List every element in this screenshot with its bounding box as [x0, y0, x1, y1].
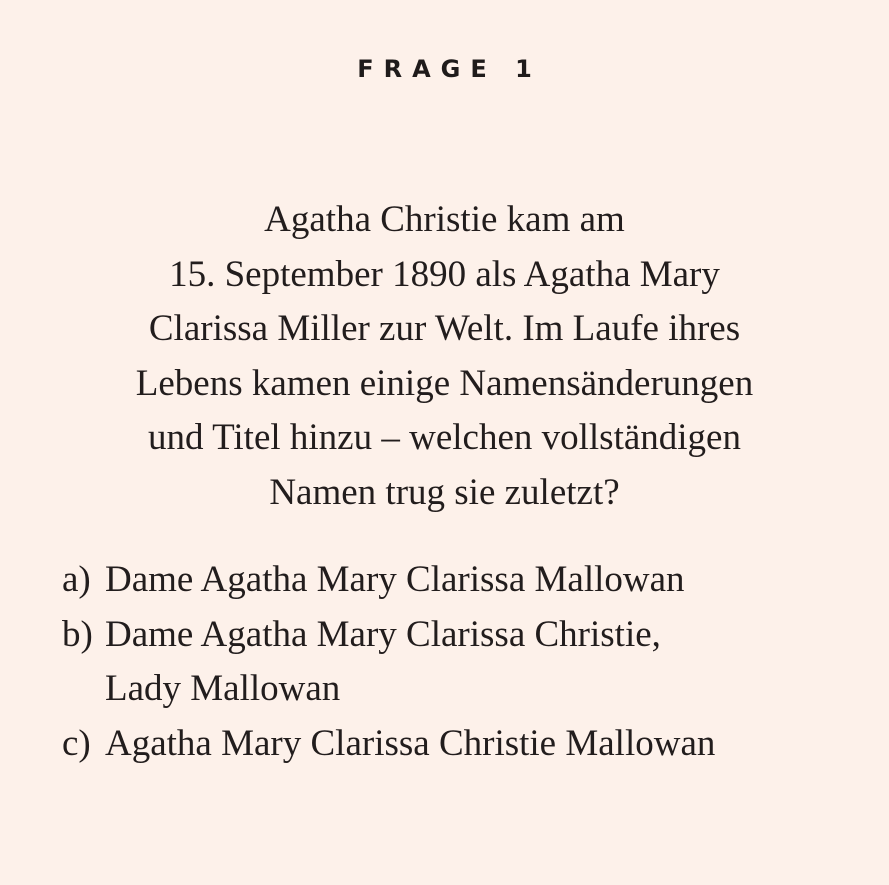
question-line: 15. September 1890 als Agatha Mary [169, 253, 720, 295]
answer-option-a [62, 553, 852, 608]
answer-marker: c) [62, 722, 91, 764]
question-line: und Titel hinzu – welchen vollständigen [148, 417, 741, 458]
question-line: Clarissa Miller zur Welt. Im Laufe ihres [148, 308, 741, 349]
answer-options [62, 553, 852, 771]
answer-option-b [62, 608, 852, 717]
question-heading: FRAGE 1 [357, 55, 542, 83]
answer-marker: a) [62, 559, 91, 600]
answer-text [105, 717, 852, 772]
question-line: Namen trug sie zuletzt? [269, 471, 620, 513]
answer-line: Lady Mallowan [105, 668, 341, 709]
answer-text [105, 608, 852, 717]
answer-line: Dame Agatha Mary Clarissa Mallowan [105, 559, 685, 600]
answer-marker: b) [62, 613, 93, 655]
question-line: Agatha Christie kam am [264, 199, 625, 240]
answer-line: Dame Agatha Mary Clarissa Christie, [105, 613, 661, 655]
answer-option-c [62, 717, 852, 772]
answer-line: Agatha Mary Clarissa Christie Mallowan [105, 722, 716, 764]
question-text [40, 193, 849, 520]
answer-text [105, 553, 852, 608]
question-line: Lebens kamen einige Namensänderungen [135, 362, 754, 404]
